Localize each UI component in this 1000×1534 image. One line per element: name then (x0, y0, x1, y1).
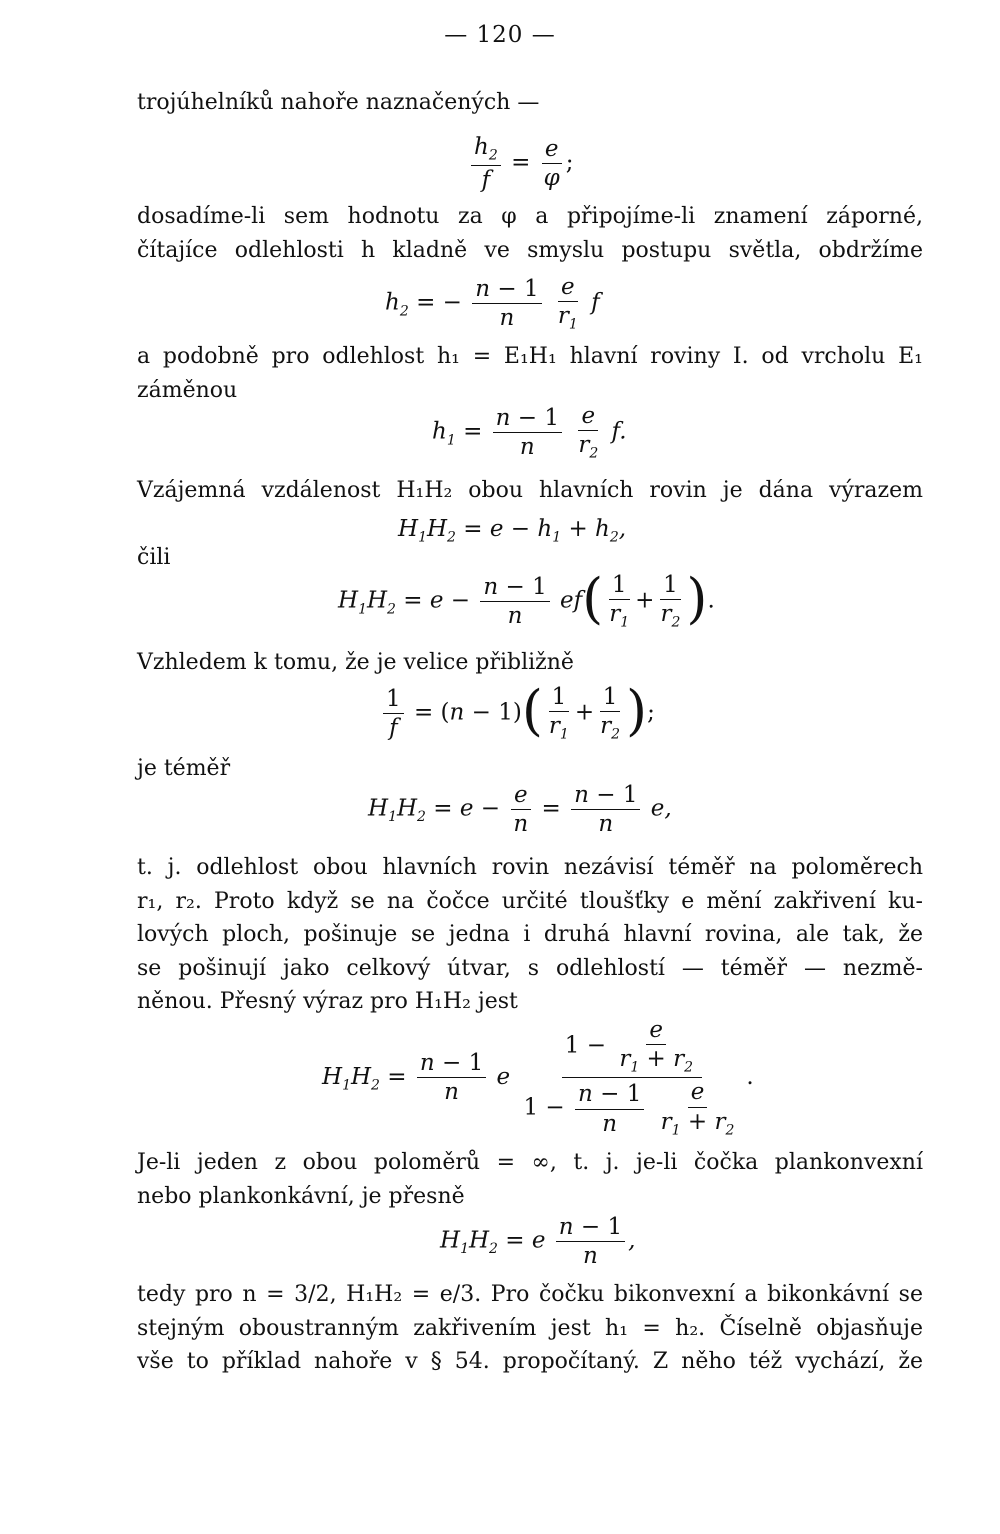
paragraph-6 (137, 646, 923, 680)
paragraph-5 (137, 541, 923, 575)
text-line: Vzhledem k tomu, že je velice přibližně (137, 650, 574, 675)
text-line: stejným oboustranným zakřivením jest h₁ = h₂. Číselně objasňuje (137, 1315, 923, 1341)
text-line: a podobně pro odlehlost h₁ = E₁H₁ hlavní roviny I. od vrcholu E₁ (137, 344, 923, 369)
text-line: r₁, r₂. Proto když se na čočce určité tloušťky e mění zakřivení ku- (137, 888, 923, 914)
text-line: čítajíce odlehlosti h kladně ve smyslu postupu světla, obdržíme (137, 237, 923, 263)
equation-4: $H_1H_2 = e - h_1 + h_2$, (398, 516, 627, 546)
text-line: Je-li jeden z obou poloměrů = ∞, t. j. je-li čočka plankonvexní (137, 1150, 923, 1175)
text-line: vše to příklad nahoře v § 54. propočítaný. Z něho též vychází, že (137, 1349, 923, 1374)
equation-3: $h_1$ = $\frac{n - 1}{n}$ $\frac{e}{r_2}$ f. (432, 403, 627, 462)
equation-9: $H_1H_2 = e$ $\frac{n - 1}{n}$ , (440, 1214, 636, 1270)
equation-7: $H_1H_2 = e$ − $\frac{e}{n}$ = $\frac{n - 1}{n}$ e, (368, 782, 672, 838)
equation-1: $\frac{h_2}{f}$ = $\frac{e}{\varphi}$ ; (468, 135, 574, 192)
text-line: se pošinují jako celkový útvar, s odlehlostí — téměř — nezmě- (137, 955, 923, 981)
page-number: — 120 — (444, 22, 556, 48)
paragraph-7 (137, 752, 923, 786)
equation-8: $H_1H_2$ = $\frac{n - 1}{n}$ e 1 − $\frac{e}{r_1 + r_2}$ 1 − $\frac{n - 1}{n}$ $\frac{e}{r_1 + r_2}$ . (322, 1017, 754, 1139)
text-line: dosadíme-li sem hodnotu za φ a připojíme-li znamení záporné, (137, 204, 923, 229)
paragraph-1 (137, 86, 923, 120)
text-line: záměnou (137, 377, 238, 403)
text-line: je téměř (137, 756, 231, 781)
paragraph-8 (137, 851, 923, 1019)
paragraph-10 (137, 1278, 923, 1379)
text-line: tedy pro n = 3/2, H₁H₂ = e/3. Pro čočku bikonvexní a bikonkávní se (137, 1282, 923, 1307)
text-line: čili (137, 545, 171, 570)
paragraph-2 (137, 200, 923, 267)
text-line: trojúhelníků nahoře naznačených — (137, 90, 540, 115)
paragraph-4 (137, 474, 923, 508)
text-line: nebo plankonkávní, je přesně (137, 1183, 465, 1209)
text-line: lových ploch, pošinuje se jedna i druhá hlavní rovina, ale tak, že (137, 922, 923, 947)
paragraph-9 (137, 1146, 923, 1213)
text-line: Vzájemná vzdálenost H₁H₂ obou hlavních rovin je dána výrazem (137, 478, 923, 503)
equation-5: $H_1H_2 = e$ − $\frac{n - 1}{n}$ ef( $\frac{1}{r_1}$ + $\frac{1}{r_2}$ ). (338, 566, 715, 631)
paragraph-3 (137, 340, 923, 407)
text-line: t. j. odlehlost obou hlavních rovin nezávisí téměř na poloměrech (137, 855, 923, 880)
equation-6: $\frac{1}{f}$ = (n − 1)( $\frac{1}{r_1}$ + $\frac{1}{r_2}$ ); (380, 685, 655, 742)
text-line: něnou. Přesný výraz pro H₁H₂ jest (137, 989, 518, 1014)
equation-2: $h_2$ = − $\frac{n - 1}{n}$ $\frac{e}{r_1}$ f (385, 274, 600, 333)
